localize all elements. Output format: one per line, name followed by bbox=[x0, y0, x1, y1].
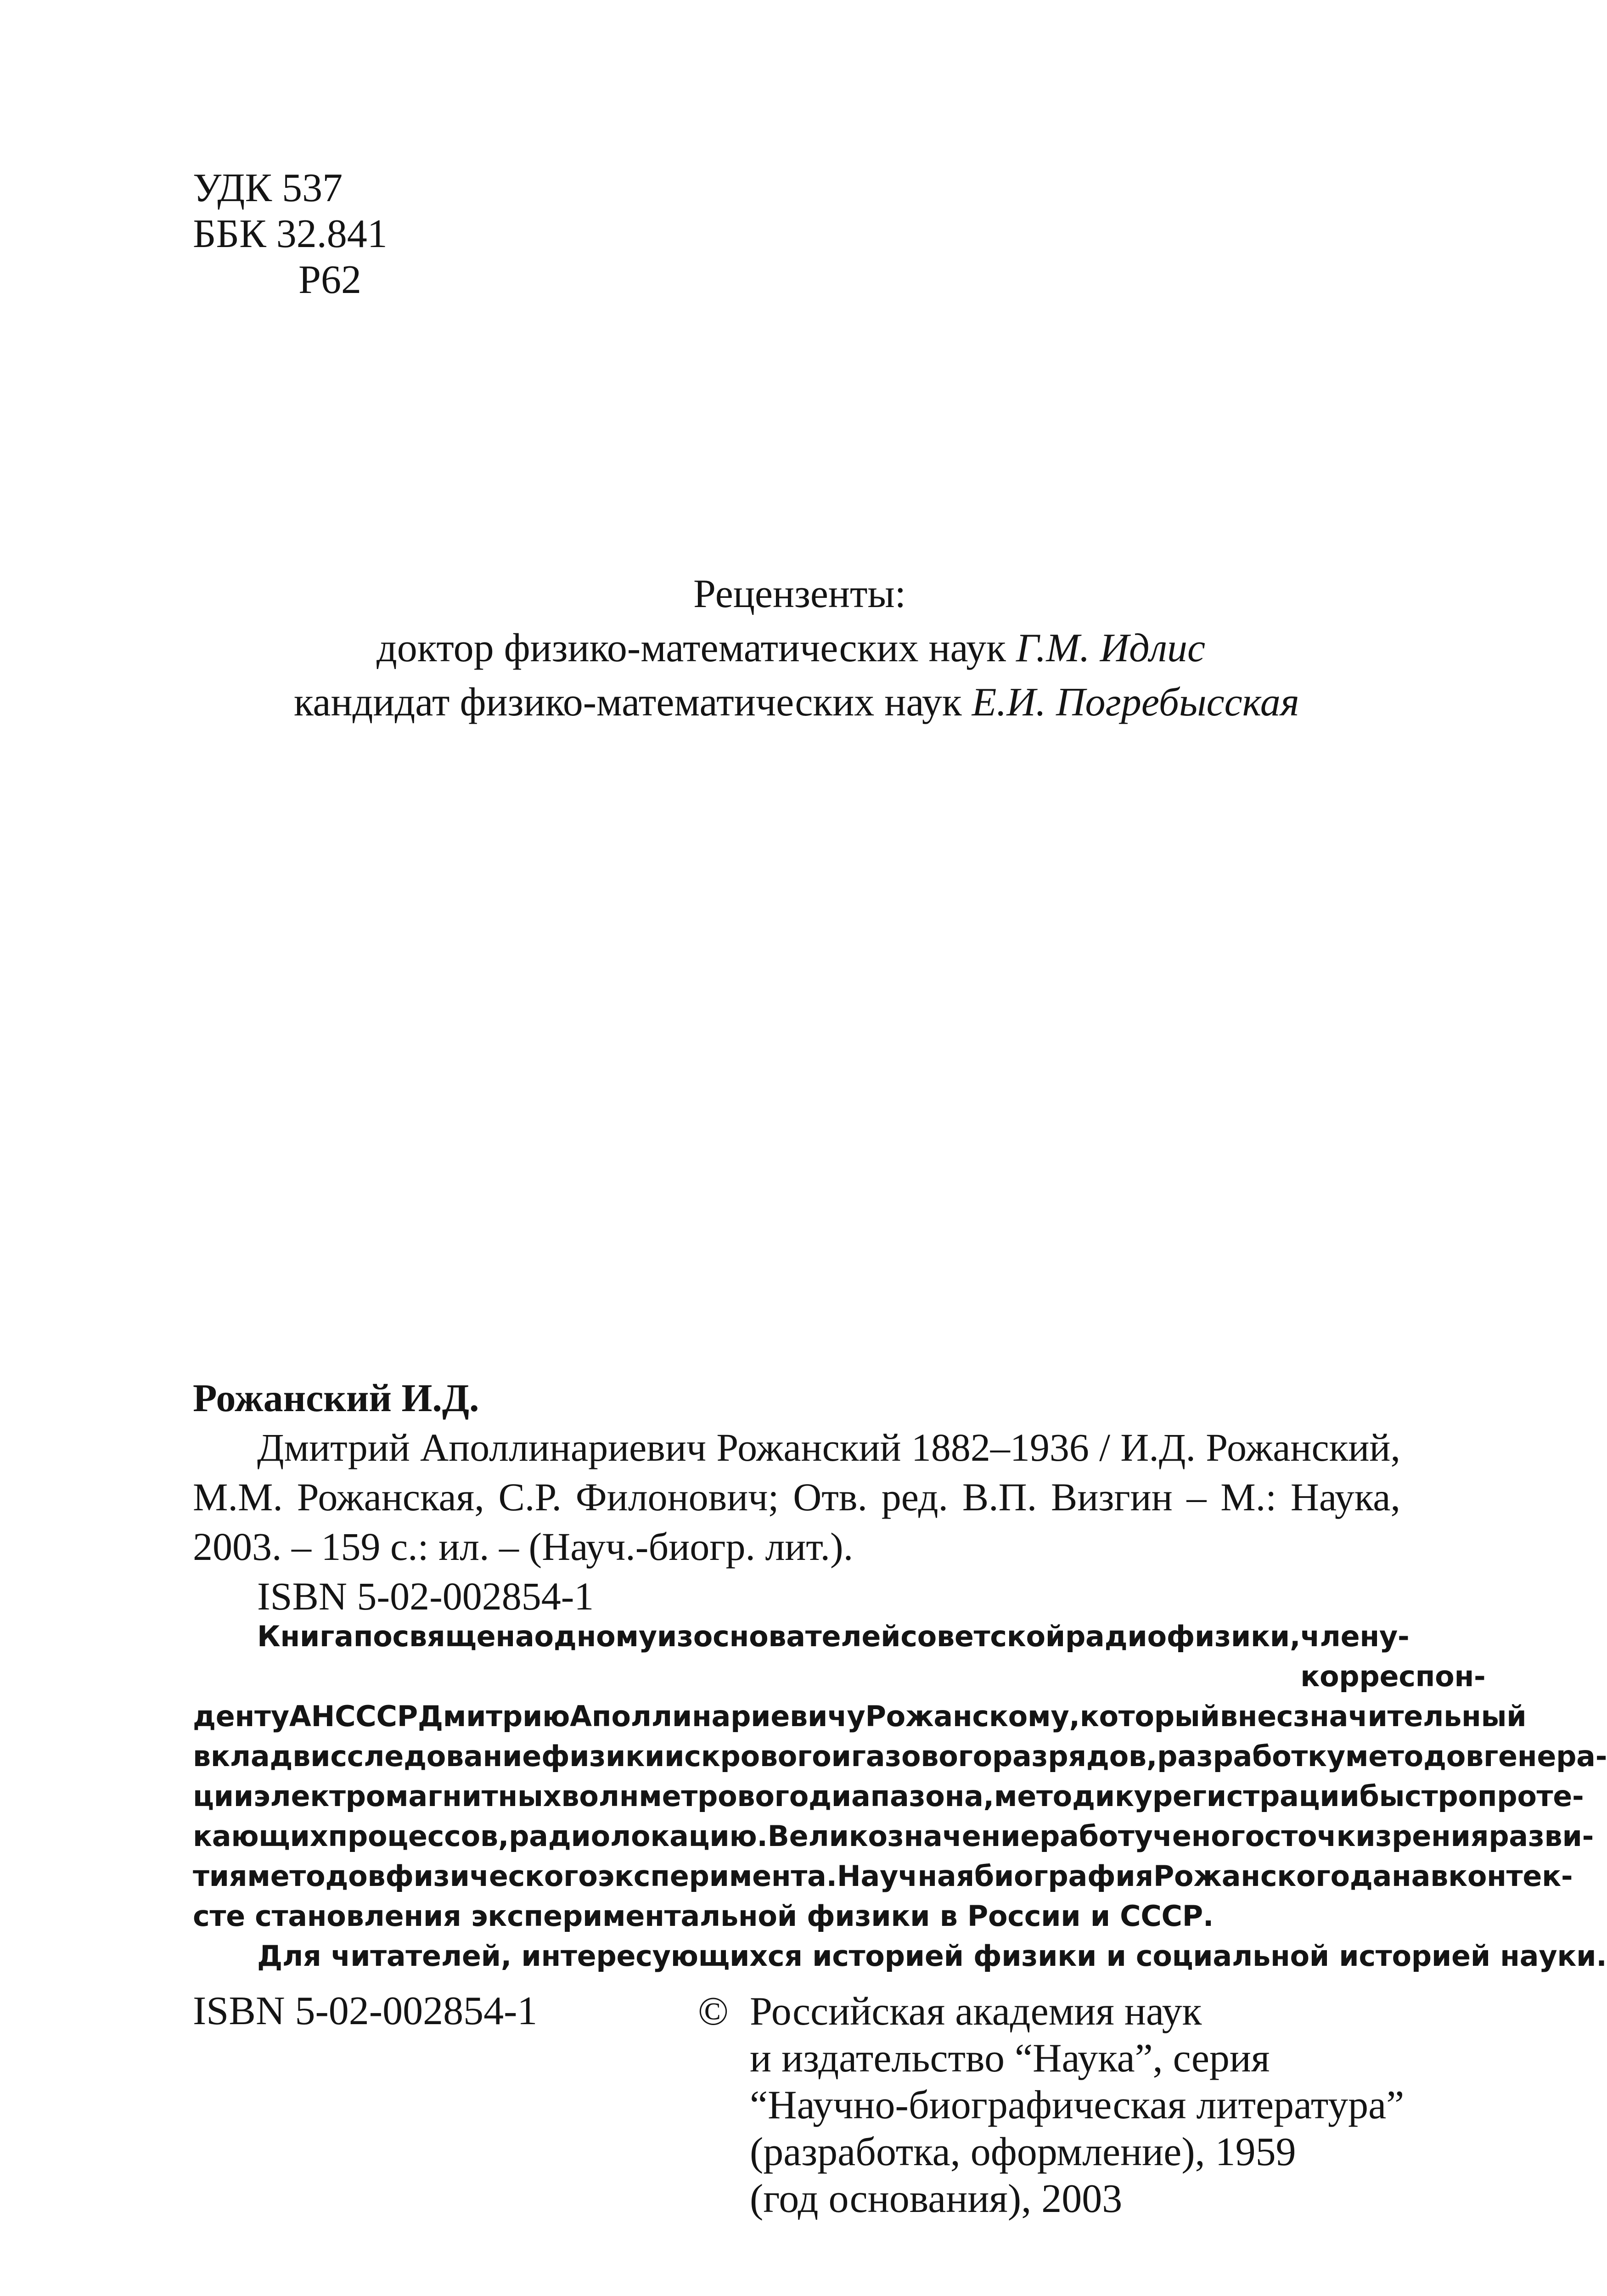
word: Рожанского bbox=[1153, 1859, 1350, 1893]
word: кающих bbox=[193, 1819, 328, 1853]
word: В.П. bbox=[962, 1475, 1037, 1519]
word: Книга bbox=[257, 1620, 354, 1653]
word: Наука, bbox=[1290, 1475, 1400, 1519]
word: значительный bbox=[1293, 1699, 1527, 1733]
word: члену-корреспон- bbox=[1300, 1620, 1486, 1693]
annotation-line: сте становления экспериментальной физики в России и СССР. bbox=[193, 1899, 1214, 1933]
word: Велико bbox=[767, 1819, 888, 1853]
word: разви- bbox=[1489, 1819, 1594, 1853]
word: эксперимента. bbox=[597, 1859, 837, 1893]
copyright-symbol: © bbox=[698, 1989, 729, 2034]
classification-codes bbox=[193, 165, 388, 303]
word: значение bbox=[887, 1819, 1039, 1853]
bbk-code: ББК 32.841 bbox=[193, 212, 388, 256]
word: работ bbox=[1039, 1819, 1135, 1853]
word: советской bbox=[900, 1620, 1065, 1653]
word: радиофизики, bbox=[1065, 1620, 1301, 1653]
word: СССР bbox=[335, 1699, 418, 1733]
word: в bbox=[1430, 1859, 1449, 1893]
biblio-line bbox=[193, 1423, 1400, 1472]
word: М.: bbox=[1220, 1475, 1277, 1519]
annotation-line bbox=[193, 1696, 1527, 1736]
copyright-notice bbox=[698, 1988, 1404, 2223]
word: С.Р. bbox=[498, 1475, 562, 1519]
word: в bbox=[292, 1739, 311, 1773]
word: 1882–1936 bbox=[911, 1425, 1089, 1469]
word: Аполлинариевич bbox=[420, 1425, 707, 1469]
reviewer-2-degree: кандидат физико-математических наук bbox=[294, 680, 962, 725]
word: Рожанская, bbox=[297, 1475, 484, 1519]
word: основателей bbox=[693, 1620, 901, 1653]
annotation-line bbox=[193, 1816, 1594, 1856]
word: быстропроте- bbox=[1359, 1779, 1584, 1813]
word: И.Д. bbox=[1120, 1425, 1196, 1469]
word: который bbox=[1079, 1699, 1220, 1733]
bibliographic-record bbox=[193, 1373, 1400, 1621]
copyright-line: Российская академия наук bbox=[750, 1989, 1202, 2034]
copyright-line: (год основания), 2003 bbox=[750, 2177, 1123, 2221]
word: из bbox=[657, 1620, 693, 1653]
word: Филонович; bbox=[575, 1475, 779, 1519]
word: вклад bbox=[193, 1739, 293, 1773]
annotation bbox=[193, 1616, 1607, 1976]
copyright-line: (разработка, оформление), 1959 bbox=[750, 2130, 1296, 2174]
reviewers-heading: Рецензенты: bbox=[693, 572, 906, 616]
word: внес bbox=[1219, 1699, 1293, 1733]
word: денту bbox=[193, 1699, 289, 1733]
word: Дмитрий bbox=[257, 1425, 410, 1469]
reviewer-2 bbox=[294, 675, 1299, 730]
word: генера- bbox=[1483, 1739, 1607, 1773]
word: и bbox=[831, 1739, 851, 1773]
word: Рожанскому, bbox=[865, 1699, 1080, 1733]
biblio-line: 2003. – 159 с.: ил. – (Науч.-биогр. лит.). bbox=[193, 1525, 854, 1569]
word: зрения bbox=[1375, 1819, 1489, 1853]
word: М.М. bbox=[193, 1475, 283, 1519]
word: диапазона, bbox=[809, 1779, 994, 1813]
reviewer-1-name: Г.М. Идлис bbox=[1016, 626, 1206, 670]
word: биография bbox=[974, 1859, 1153, 1893]
annotation-line bbox=[193, 1616, 1486, 1696]
word: тия bbox=[193, 1859, 247, 1893]
word: дана bbox=[1349, 1859, 1431, 1893]
word: волн bbox=[561, 1779, 639, 1813]
word: посвящена bbox=[353, 1620, 534, 1653]
annotation-readers-line: Для читателей, интересующихся историей физики и социальной историей науки. bbox=[257, 1939, 1607, 1973]
annotation-line bbox=[193, 1856, 1573, 1896]
word: физического bbox=[385, 1859, 598, 1893]
word: контек- bbox=[1448, 1859, 1573, 1893]
udk-code: УДК 537 bbox=[193, 166, 343, 210]
word: одному bbox=[534, 1620, 657, 1653]
word: разрядов, bbox=[992, 1739, 1157, 1773]
word: процессов, bbox=[328, 1819, 509, 1853]
word: АН bbox=[289, 1699, 335, 1733]
word: Дмитрию bbox=[417, 1699, 570, 1733]
word: метрового bbox=[639, 1779, 809, 1813]
biblio-isbn: ISBN 5-02-002854-1 bbox=[257, 1574, 594, 1618]
word: искрового bbox=[664, 1739, 832, 1773]
word: методов bbox=[247, 1859, 386, 1893]
word: точки bbox=[1281, 1819, 1376, 1853]
word: Научная bbox=[837, 1859, 974, 1893]
footer-isbn: ISBN 5-02-002854-1 bbox=[193, 1989, 538, 2033]
word: Визгин bbox=[1051, 1475, 1173, 1519]
word: ции bbox=[193, 1779, 253, 1813]
annotation-line bbox=[193, 1776, 1584, 1816]
word: / bbox=[1099, 1425, 1110, 1469]
biblio-line bbox=[193, 1472, 1400, 1522]
word: методов bbox=[1345, 1739, 1483, 1773]
copyright-line: и издательство “Наука”, серия bbox=[750, 2036, 1270, 2081]
word: физики bbox=[541, 1739, 665, 1773]
word: ученого bbox=[1134, 1819, 1264, 1853]
copyright-line: “Научно-биографическая литература” bbox=[750, 2083, 1405, 2127]
word: с bbox=[1264, 1819, 1281, 1853]
word: Отв. bbox=[793, 1475, 867, 1519]
word: регистрации bbox=[1152, 1779, 1360, 1813]
word: Рожанский, bbox=[1206, 1425, 1400, 1469]
author-mark: Р62 bbox=[298, 258, 361, 302]
word: исследование bbox=[310, 1739, 541, 1773]
word: электромагнитных bbox=[253, 1779, 562, 1813]
book-author: Рожанский И.Д. bbox=[193, 1376, 479, 1420]
annotation-line bbox=[193, 1736, 1607, 1776]
word: разработку bbox=[1157, 1739, 1345, 1773]
word: методику bbox=[994, 1779, 1152, 1813]
word: – bbox=[1186, 1475, 1207, 1519]
reviewer-2-name: Е.И. Погребысская bbox=[972, 680, 1299, 725]
reviewer-1-degree: доктор физико-математических наук bbox=[376, 626, 1006, 670]
word: Аполлинариевичу bbox=[570, 1699, 865, 1733]
word: радиолокацию. bbox=[509, 1819, 768, 1853]
reviewer-1 bbox=[376, 621, 1205, 675]
word: Рожанский bbox=[716, 1425, 901, 1469]
word: ред. bbox=[881, 1475, 949, 1519]
word: газового bbox=[851, 1739, 992, 1773]
